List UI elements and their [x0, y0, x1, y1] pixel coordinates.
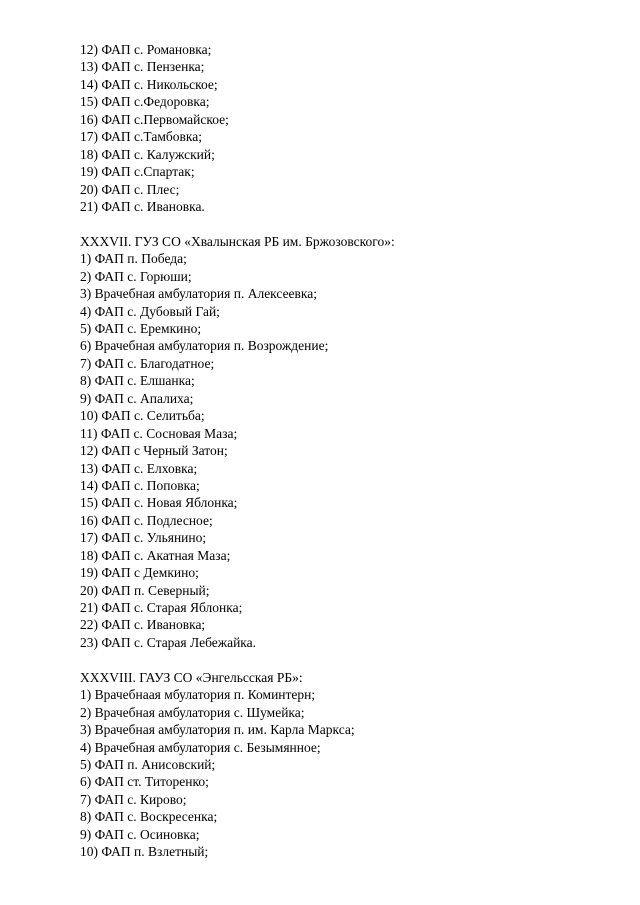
section-c-heading: XXXVIII. ГАУЗ СО «Энгельсская РБ»:	[80, 669, 303, 685]
list-item: 10) ФАП с. Селитьба;	[80, 408, 205, 424]
section-spacer	[80, 651, 620, 668]
section-a-list	[80, 41, 620, 215]
list-item: 6) Врачебная амбулатория п. Возрождение;	[80, 338, 329, 354]
list-item: 4) ФАП с. Дубовый Гай;	[80, 303, 220, 319]
list-item: 17) ФАП с.Тамбовка;	[80, 129, 202, 145]
list-item: 7) ФАП с. Кирово;	[80, 791, 187, 807]
list-item: 22) ФАП с. Ивановка;	[80, 617, 206, 633]
list-item: 14) ФАП с. Поповка;	[80, 477, 200, 493]
list-item: 12) ФАП с Черный Затон;	[80, 443, 228, 459]
list-item: 14) ФАП с. Никольское;	[80, 76, 218, 92]
list-item: 9) ФАП с. Осиновка;	[80, 826, 200, 842]
list-item: 16) ФАП с. Подлесное;	[80, 512, 213, 528]
list-item: 23) ФАП с. Старая Лебежайка.	[80, 634, 257, 650]
list-item: 18) ФАП с. Акатная Маза;	[80, 547, 231, 563]
list-item: 20) ФАП п. Северный;	[80, 582, 210, 598]
list-item: 8) ФАП с. Елшанка;	[80, 373, 195, 389]
list-item: 5) ФАП п. Анисовский;	[80, 756, 216, 772]
list-item: 13) ФАП с. Елховка;	[80, 460, 198, 476]
section-b-heading: XXXVII. ГУЗ СО «Хвалынская РБ им. Бржозовского»:	[80, 233, 395, 249]
document-page	[80, 41, 620, 861]
list-item: 13) ФАП с. Пензенка;	[80, 59, 205, 75]
section-spacer	[80, 215, 620, 232]
section-c-list	[80, 686, 620, 860]
list-item: 9) ФАП с. Апалиха;	[80, 390, 194, 406]
list-item: 1) Врачебнаая мбулатория п. Коминтерн;	[80, 687, 316, 703]
list-item: 11) ФАП с. Сосновая Маза;	[80, 425, 238, 441]
list-item: 4) Врачебная амбулатория с. Безымянное;	[80, 739, 321, 755]
list-item: 20) ФАП с. Плес;	[80, 181, 180, 197]
list-item: 5) ФАП с. Еремкино;	[80, 321, 202, 336]
list-item: 19) ФАП с Демкино;	[80, 565, 199, 581]
list-item: 2) Врачебная амбулатория с. Шумейка;	[80, 704, 305, 720]
list-item: 16) ФАП с.Первомайское;	[80, 111, 229, 127]
list-item: 12) ФАП с. Романовка;	[80, 42, 212, 57]
list-item: 15) ФАП с.Федоровка;	[80, 94, 210, 110]
list-item: 19) ФАП с.Спартак;	[80, 164, 195, 180]
list-item: 8) ФАП с. Воскресенка;	[80, 809, 218, 825]
list-item: 15) ФАП с. Новая Яблонка;	[80, 495, 238, 511]
list-item: 6) ФАП ст. Титоренко;	[80, 774, 209, 790]
list-item: 3) Врачебная амбулатория п. им. Карла Маркса;	[80, 722, 355, 738]
list-item: 18) ФАП с. Калужский;	[80, 146, 215, 162]
list-item: 21) ФАП с. Ивановка.	[80, 198, 205, 214]
list-item: 2) ФАП с. Горюши;	[80, 268, 192, 284]
section-b-list	[80, 250, 620, 651]
list-item: 7) ФАП с. Благодатное;	[80, 355, 215, 371]
list-item: 10) ФАП п. Взлетный;	[80, 844, 209, 860]
list-item: 21) ФАП с. Старая Яблонка;	[80, 600, 243, 615]
list-item: 3) Врачебная амбулатория п. Алексеевка;	[80, 286, 318, 302]
list-item: 1) ФАП п. Победа;	[80, 251, 187, 267]
list-item: 17) ФАП с. Ульянино;	[80, 530, 207, 546]
